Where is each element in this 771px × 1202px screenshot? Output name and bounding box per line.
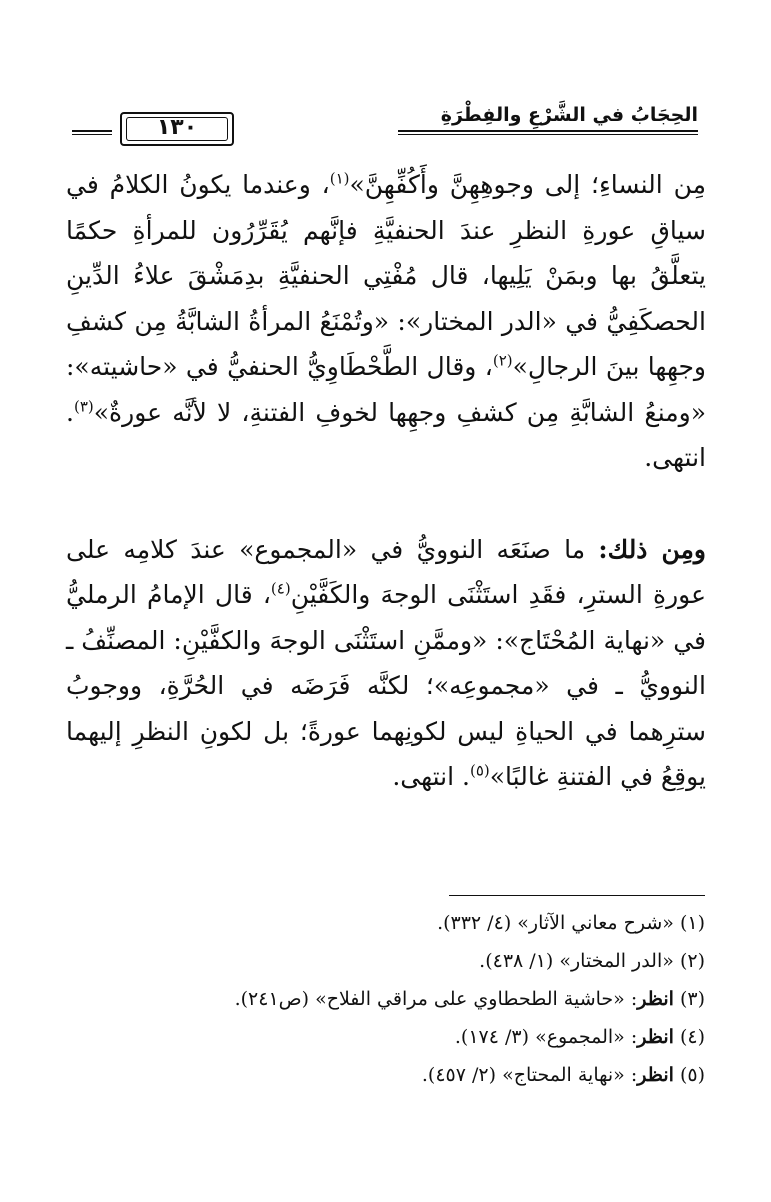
- header-rule-left: [72, 130, 112, 132]
- footnote-number: (٣): [679, 988, 705, 1010]
- footnote-5: [65, 1056, 705, 1094]
- main-text: [66, 162, 706, 800]
- paragraph-2: [66, 527, 706, 800]
- running-header: [72, 100, 698, 150]
- header-rule-right-thin: [398, 134, 698, 135]
- p2-text-end: . انتهى.: [392, 762, 470, 791]
- footnote-4: [65, 1018, 705, 1056]
- p2-lead: ومِن ذلك:: [598, 534, 706, 564]
- p1-text-c: ، وقال الطَّحْطَاوِيُّ الحنفيُّ في «حاشيته»: «ومنعُ الشابَّةِ مِن كشفِ وجهِها لخوفِ الفتنةِ، لا لأنَّه عورةٌ»: [66, 352, 706, 427]
- footnote-label: انظر: [637, 1026, 674, 1048]
- footnote-text: : «المجموع» (٣/ ١٧٤).: [454, 1026, 638, 1048]
- footnote-number: (٢): [679, 950, 705, 972]
- footnotes-list: [65, 904, 705, 1094]
- footnote-label: انظر: [637, 988, 674, 1010]
- p2-text-b: ، قال الإمامُ الرمليُّ في «نهاية المُحْتَاج»: «وممَّنِ استَثْنَى الوجهَ والكفَّيْنِ: المصنِّفُ ـ النوويُّ ـ في «مجموعِه»؛ لكنَّه فَرَضَه في الحُرَّةِ، ووجوبُ سترِهما في الحياةِ ليس لكونِهما عورةً؛ بل لكونِ النظرِ إليهما يوقِعُ في الفتنةِ غالبًا»: [66, 580, 706, 791]
- footnote-number: (٤): [679, 1026, 705, 1048]
- book-title: الحِجَابُ في الشَّرْعِ والفِطْرَةِ: [440, 104, 698, 126]
- p1-text-b: ، وعندما يكونُ الكلامُ في سياقِ عورةِ النظرِ عندَ الحنفيَّةِ فإنَّهم يُقَرِّرُون للمرأةِ حكمًا يتعلَّقُ بها وبمَنْ يَلِيها، قال مُفْتِي الحنفيَّةِ بدِمَشْقَ علاءُ الدِّينِ الحصكَفِيُّ في «الدر المختار»: «وتُمْنَعُ المرأةُ الشابَّةُ مِن كشفِ وجهِها بينَ الرجالِ»: [66, 170, 706, 381]
- footnote-separator: [449, 895, 705, 896]
- page-number: ١٣٠: [156, 115, 198, 140]
- footnote-ref-2: (٢): [492, 351, 513, 370]
- footnote-ref-5: (٥): [469, 761, 490, 780]
- p1-text-a: مِن النساءِ؛ إلى وجوهِهِنَّ وأَكُفِّهِنَّ»: [349, 170, 706, 199]
- footnote-3: [65, 980, 705, 1018]
- footnote-text: : «حاشية الطحطاوي على مراقي الفلاح» (ص٢٤١).: [234, 988, 638, 1010]
- header-rule-right: [398, 130, 698, 132]
- footnote-1: [65, 904, 705, 942]
- paragraph-1: [66, 162, 706, 481]
- footnote-ref-3: (٣): [73, 397, 94, 416]
- footnote-number: (٥): [679, 1064, 705, 1086]
- p2-text-a: ما صنَعَه النوويُّ في «المجموع» عندَ كلامِه على عورةِ السترِ، فقَدِ استَثْنَى الوجهَ والكَفَّيْنِ: [66, 534, 706, 609]
- footnote-ref-4: (٤): [270, 579, 291, 598]
- footnote-label: انظر: [637, 1064, 674, 1086]
- footnote-number: (١): [679, 912, 705, 934]
- footnote-text: «الدر المختار» (١/ ٤٣٨).: [479, 950, 674, 972]
- footnote-text: : «نهاية المحتاج» (٢/ ٤٥٧).: [421, 1064, 638, 1086]
- page-number-box: [120, 112, 234, 146]
- footnote-2: [65, 942, 705, 980]
- footnote-ref-1: (١): [329, 169, 350, 188]
- footnote-text: «شرح معاني الآثار» (٤/ ٣٣٢).: [437, 912, 674, 934]
- header-rule-left-thin: [72, 134, 112, 135]
- p1-text-end: . انتهى.: [66, 397, 706, 472]
